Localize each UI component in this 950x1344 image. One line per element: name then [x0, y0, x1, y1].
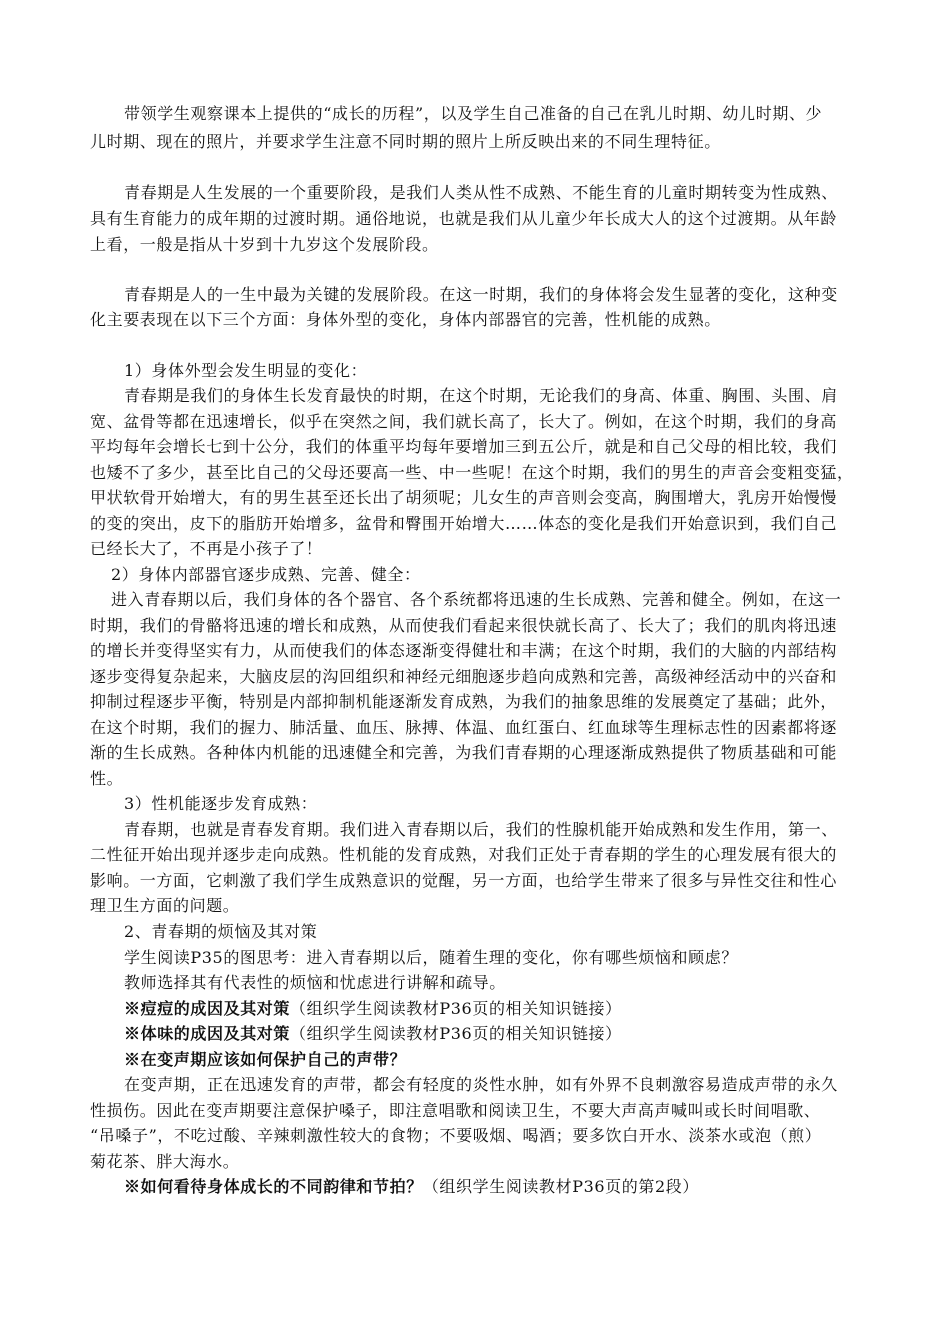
topic-voice-title: ※在变声期应该如何保护自己的声带？: [124, 1050, 407, 1069]
voice-paragraph-line: 在变声期，正在迅速发育的声带，都会有轻度的炎性水肿，如有外界不良刺激容易造成声带的永久: [124, 1075, 838, 1094]
voice-paragraph-line: 菊花茶、胖大海水。: [90, 1152, 240, 1171]
internal-organs-paragraph-line: 进入青春期以后，我们身体的各个器官、各个系统都将迅速的生长成熟、完善和健全。例如，在这一: [111, 590, 842, 609]
topic-body-odor-title: ※体味的成因及其对策: [124, 1024, 291, 1043]
section-heading-2: 2）身体内部器官逐步成熟、完善、健全：: [111, 565, 421, 584]
topic-rhythm-title: ※如何看待身体成长的不同韵律和节拍？: [124, 1177, 423, 1196]
section-heading-troubles: 2、青春期的烦恼及其对策: [124, 922, 318, 941]
internal-organs-paragraph-line: 时期，我们的骨骼将迅速的增长和成熟，从而使我们看起来很快就长高了、长大了；我们的肌肉将迅速: [90, 616, 838, 635]
sexual-function-paragraph-line: 影响。一方面，它刺激了我们学生成熟意识的觉醒，另一方面，也给学生带来了很多与异性交往和性心: [90, 871, 838, 890]
puberty-definition-line: 上看，一般是指从十岁到十九岁这个发展阶段。: [90, 235, 439, 254]
topic-rhythm-note: （组织学生阅读教材P36页的第2段）: [422, 1177, 699, 1196]
teacher-task-line: 教师选择其有代表性的烦恼和忧虑进行讲解和疏导。: [124, 973, 506, 992]
key-stage-paragraph-line: 青春期是人的一生中最为关键的发展阶段。在这一时期，我们的身体将会发生显著的变化，这种变: [124, 285, 838, 304]
puberty-definition-line: 具有生育能力的成年期的过渡时期。通俗地说，也就是我们从儿童少年长成大人的这个过渡期。从年龄: [90, 209, 838, 228]
body-shape-paragraph-line: 甲状软骨开始增大，有的男生甚至还长出了胡须呢；儿女生的声音则会变高，胸围增大，乳房开始慢慢: [90, 488, 838, 507]
body-shape-paragraph-line: 平均每年会增长七到十公分，我们的体重平均每年要增加三到五公斤，就是和自己父母的相比较，我们: [90, 437, 838, 456]
sexual-function-paragraph-line: 理卫生方面的问题。: [90, 896, 240, 915]
sexual-function-paragraph-line: 青春期，也就是青春发育期。我们进入青春期以后，我们的性腺机能开始成熟和发生作用，第一、: [124, 820, 838, 839]
internal-organs-paragraph-line: 抑制过程逐步平衡，特别是内部抑制机能逐渐发育成熟，为我们的抽象思维的发展奠定了基础；此外，: [90, 692, 838, 711]
body-shape-paragraph-line: 青春期是我们的身体生长发育最快的时期，在这个时期，无论我们的身高、体重、胸围、头围、肩: [124, 386, 838, 405]
voice-paragraph-line: 性损伤。因此在变声期要注意保护嗓子，即注意唱歌和阅读卫生，不要大声高声喊叫或长时间唱歌、: [90, 1101, 821, 1120]
topic-acne-note: （组织学生阅读教材P36页的相关知识链接）: [290, 999, 622, 1018]
topic-rhythm-line: [124, 1175, 699, 1199]
reading-task-line: 学生阅读P35的图思考：进入青春期以后，随着生理的变化，你有哪些烦恼和顾虑？: [124, 948, 738, 967]
voice-paragraph-line: “吊嗓子”，不吃过酸、辛辣刺激性较大的食物；不要吸烟、喝酒；要多饮白开水、淡茶水或泡（煎）: [90, 1126, 822, 1145]
internal-organs-paragraph-line: 性。: [90, 769, 124, 788]
body-shape-paragraph-line: 也矮不了多少，甚至比自己的父母还要高一些、中一些呢！在这个时期，我们的男生的声音会变粗变猛，: [90, 463, 854, 482]
internal-organs-paragraph-line: 在这个时期，我们的握力、肺活量、血压、脉搏、体温、血红蛋白、红血球等生理标志性的因素都将逐: [90, 718, 838, 737]
internal-organs-paragraph-line: 渐的生长成熟。各种体内机能的迅速健全和完善，为我们青春期的心理逐渐成熟提供了物质基础和可能: [90, 743, 838, 762]
sexual-function-paragraph-line: 二性征开始出现并逐步走向成熟。性机能的发育成熟，对我们正处于青春期的学生的心理发展有很大的: [90, 845, 838, 864]
topic-body-odor-line: [124, 1022, 622, 1046]
internal-organs-paragraph-line: 的增长并变得坚实有力，从而使我们的体态逐渐变得健壮和丰满；在这个时期，我们的大脑的内部结构: [90, 641, 838, 660]
topic-body-odor-note: （组织学生阅读教材P36页的相关知识链接）: [290, 1024, 622, 1043]
puberty-definition-line: 青春期是人生发展的一个重要阶段，是我们人类从性不成熟、不能生育的儿童时期转变为性成熟、: [124, 183, 838, 202]
intro-paragraph-line: 带领学生观察课本上提供的“成长的历程”，以及学生自己准备的自己在乳儿时期、幼儿时期、少: [124, 104, 823, 123]
body-shape-paragraph-line: 的变的突出，皮下的脂肪开始增多，盆骨和臀围开始增大……体态的变化是我们开始意识到，我们自己: [90, 514, 838, 533]
intro-paragraph-line: 儿时期、现在的照片，并要求学生注意不同时期的照片上所反映出来的不同生理特征。: [90, 132, 721, 151]
topic-acne-line: [124, 997, 622, 1021]
section-heading-1: 1）身体外型会发生明显的变化：: [124, 361, 368, 380]
topic-acne-title: ※痘痘的成因及其对策: [124, 999, 291, 1018]
section-heading-3: 3）性机能逐步发育成熟：: [124, 794, 318, 813]
body-shape-paragraph-line: 宽、盆骨等都在迅速增长，似乎在突然之间，我们就长高了，长大了。例如，在这个时期，我们的身高: [90, 412, 838, 431]
internal-organs-paragraph-line: 逐步变得复杂起来，大脑皮层的沟回组织和神经元细胞逐步趋向成熟和完善，高级神经活动中的兴奋和: [90, 667, 838, 686]
key-stage-paragraph-line: 化主要表现在以下三个方面：身体外型的变化，身体内部器官的完善，性机能的成熟。: [90, 310, 721, 329]
body-shape-paragraph-line: 已经长大了，不再是小孩子了！: [90, 539, 323, 558]
